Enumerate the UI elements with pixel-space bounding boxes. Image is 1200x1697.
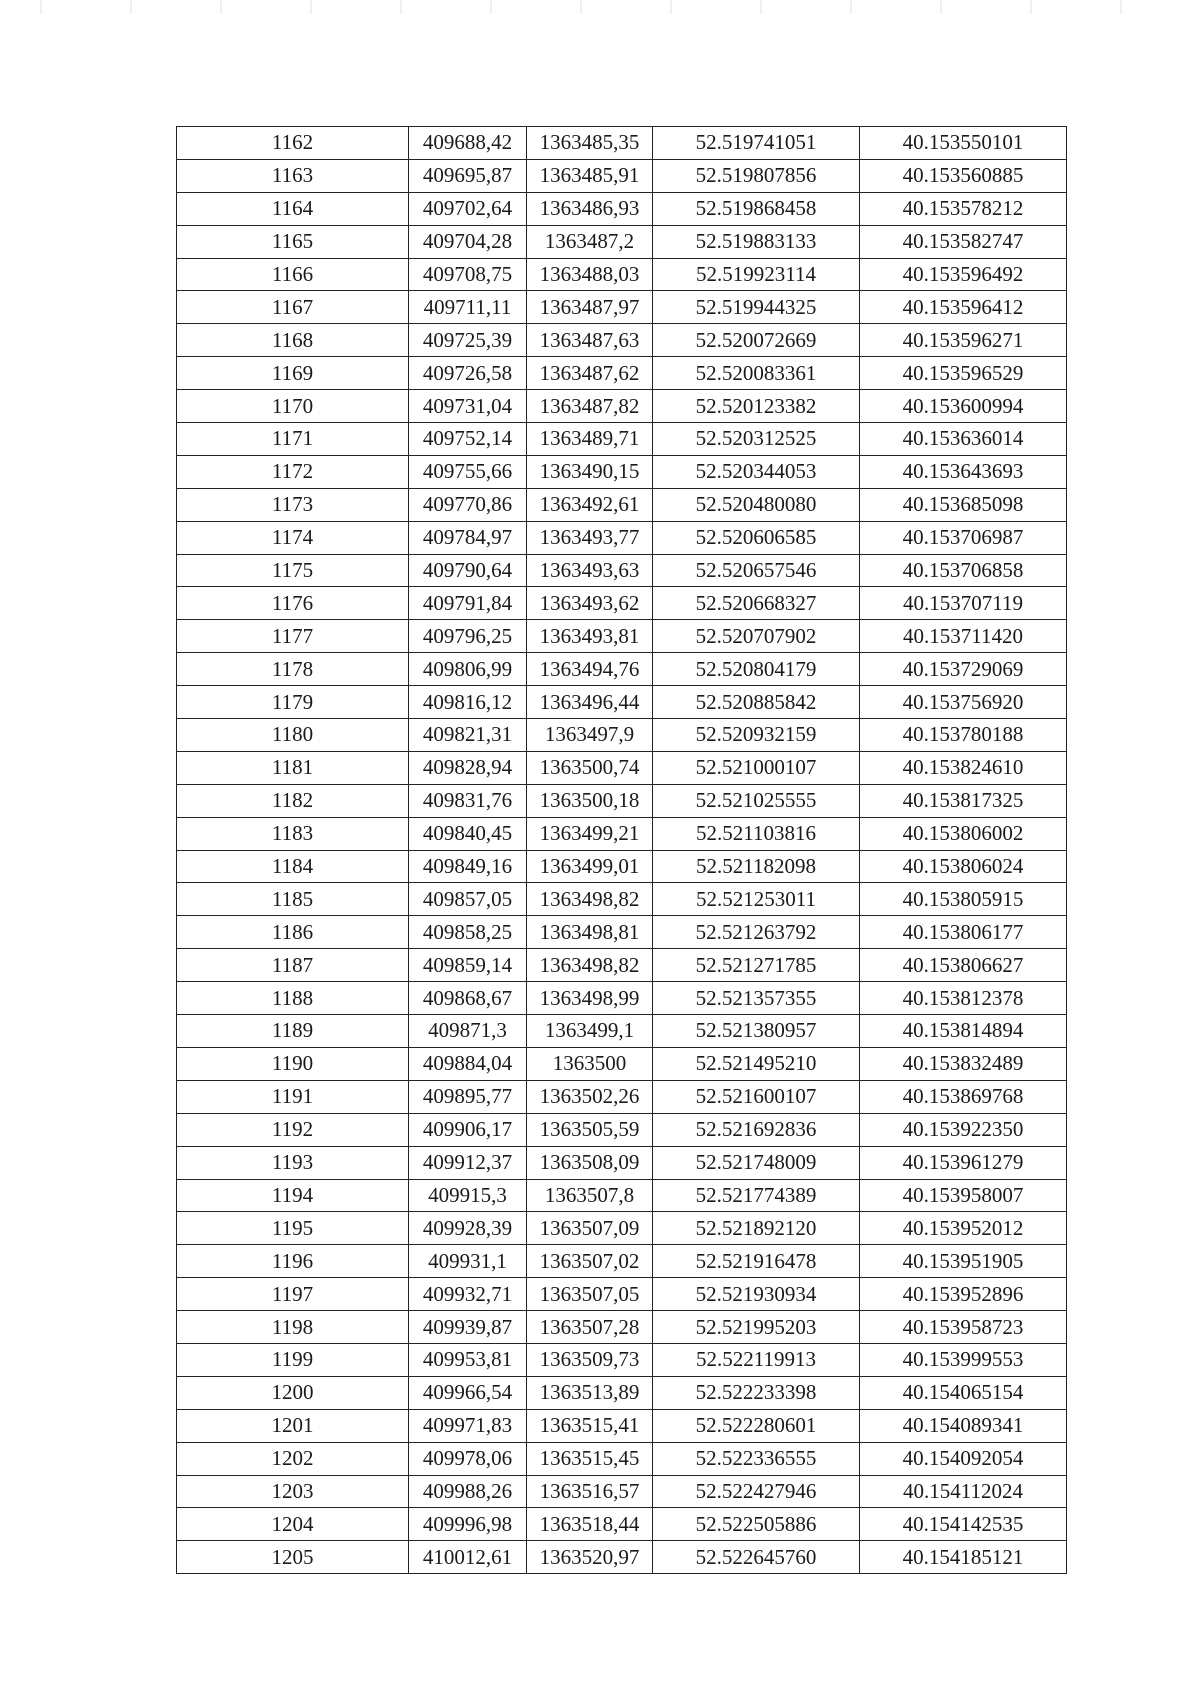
table-row — [177, 1376, 1067, 1409]
point-number-cell: 1167 — [177, 291, 409, 324]
longitude-cell: 40.153958007 — [860, 1179, 1067, 1212]
y-coordinate-cell: 1363493,81 — [527, 620, 653, 653]
latitude-cell: 52.519807856 — [653, 159, 860, 192]
y-coordinate-cell: 1363498,82 — [527, 949, 653, 982]
table-row — [177, 1508, 1067, 1541]
longitude-cell: 40.153707119 — [860, 587, 1067, 620]
latitude-cell: 52.522280601 — [653, 1409, 860, 1442]
x-coordinate-cell: 409932,71 — [409, 1278, 527, 1311]
longitude-cell: 40.153814894 — [860, 1015, 1067, 1048]
point-number-cell: 1191 — [177, 1080, 409, 1113]
longitude-cell: 40.153869768 — [860, 1080, 1067, 1113]
longitude-cell: 40.153596271 — [860, 324, 1067, 357]
y-coordinate-cell: 1363516,57 — [527, 1475, 653, 1508]
x-coordinate-cell: 409906,17 — [409, 1113, 527, 1146]
longitude-cell: 40.153780188 — [860, 719, 1067, 752]
latitude-cell: 52.519741051 — [653, 127, 860, 160]
x-coordinate-cell: 409791,84 — [409, 587, 527, 620]
y-coordinate-cell: 1363485,35 — [527, 127, 653, 160]
y-coordinate-cell: 1363507,02 — [527, 1245, 653, 1278]
x-coordinate-cell: 409884,04 — [409, 1047, 527, 1080]
y-coordinate-cell: 1363500,18 — [527, 784, 653, 817]
longitude-cell: 40.153958723 — [860, 1311, 1067, 1344]
y-coordinate-cell: 1363498,82 — [527, 883, 653, 916]
y-coordinate-cell: 1363500,74 — [527, 751, 653, 784]
longitude-cell: 40.153806177 — [860, 916, 1067, 949]
longitude-cell: 40.154092054 — [860, 1442, 1067, 1475]
x-coordinate-cell: 409726,58 — [409, 357, 527, 390]
x-coordinate-cell: 409708,75 — [409, 258, 527, 291]
table-row — [177, 1278, 1067, 1311]
point-number-cell: 1166 — [177, 258, 409, 291]
x-coordinate-cell: 409971,83 — [409, 1409, 527, 1442]
latitude-cell: 52.521995203 — [653, 1311, 860, 1344]
x-coordinate-cell: 409752,14 — [409, 423, 527, 456]
x-coordinate-cell: 409988,26 — [409, 1475, 527, 1508]
x-coordinate-cell: 409790,64 — [409, 554, 527, 587]
latitude-cell: 52.520668327 — [653, 587, 860, 620]
point-number-cell: 1198 — [177, 1311, 409, 1344]
latitude-cell: 52.521357355 — [653, 982, 860, 1015]
y-coordinate-cell: 1363499,01 — [527, 850, 653, 883]
y-coordinate-cell: 1363487,97 — [527, 291, 653, 324]
latitude-cell: 52.521271785 — [653, 949, 860, 982]
point-number-cell: 1176 — [177, 587, 409, 620]
y-coordinate-cell: 1363487,2 — [527, 225, 653, 258]
longitude-cell: 40.153729069 — [860, 653, 1067, 686]
point-number-cell: 1168 — [177, 324, 409, 357]
latitude-cell: 52.521892120 — [653, 1212, 860, 1245]
y-coordinate-cell: 1363493,77 — [527, 521, 653, 554]
y-coordinate-cell: 1363487,82 — [527, 390, 653, 423]
latitude-cell: 52.522336555 — [653, 1442, 860, 1475]
x-coordinate-cell: 409828,94 — [409, 751, 527, 784]
table-row — [177, 1015, 1067, 1048]
table-row — [177, 916, 1067, 949]
point-number-cell: 1174 — [177, 521, 409, 554]
longitude-cell: 40.153636014 — [860, 423, 1067, 456]
x-coordinate-cell: 409695,87 — [409, 159, 527, 192]
latitude-cell: 52.521263792 — [653, 916, 860, 949]
latitude-cell: 52.522645760 — [653, 1541, 860, 1574]
latitude-cell: 52.521748009 — [653, 1146, 860, 1179]
longitude-cell: 40.153832489 — [860, 1047, 1067, 1080]
table-row — [177, 423, 1067, 456]
y-coordinate-cell: 1363493,62 — [527, 587, 653, 620]
x-coordinate-cell: 409704,28 — [409, 225, 527, 258]
latitude-cell: 52.521600107 — [653, 1080, 860, 1113]
table-row — [177, 1212, 1067, 1245]
latitude-cell: 52.522427946 — [653, 1475, 860, 1508]
longitude-cell: 40.153805915 — [860, 883, 1067, 916]
y-coordinate-cell: 1363487,62 — [527, 357, 653, 390]
x-coordinate-cell: 409978,06 — [409, 1442, 527, 1475]
coordinates-table — [176, 126, 1067, 1574]
longitude-cell: 40.153999553 — [860, 1343, 1067, 1376]
table-row — [177, 1475, 1067, 1508]
longitude-cell: 40.153817325 — [860, 784, 1067, 817]
point-number-cell: 1175 — [177, 554, 409, 587]
table-row — [177, 1080, 1067, 1113]
longitude-cell: 40.153685098 — [860, 488, 1067, 521]
x-coordinate-cell: 409858,25 — [409, 916, 527, 949]
x-coordinate-cell: 409939,87 — [409, 1311, 527, 1344]
x-coordinate-cell: 409796,25 — [409, 620, 527, 653]
table-row — [177, 455, 1067, 488]
longitude-cell: 40.154112024 — [860, 1475, 1067, 1508]
point-number-cell: 1170 — [177, 390, 409, 423]
table-row — [177, 719, 1067, 752]
point-number-cell: 1169 — [177, 357, 409, 390]
x-coordinate-cell: 409966,54 — [409, 1376, 527, 1409]
longitude-cell: 40.153643693 — [860, 455, 1067, 488]
point-number-cell: 1186 — [177, 916, 409, 949]
table-row — [177, 488, 1067, 521]
x-coordinate-cell: 409831,76 — [409, 784, 527, 817]
x-coordinate-cell: 409770,86 — [409, 488, 527, 521]
table-row — [177, 1113, 1067, 1146]
longitude-cell: 40.154142535 — [860, 1508, 1067, 1541]
point-number-cell: 1172 — [177, 455, 409, 488]
table-row — [177, 291, 1067, 324]
point-number-cell: 1205 — [177, 1541, 409, 1574]
longitude-cell: 40.153596529 — [860, 357, 1067, 390]
table-row — [177, 751, 1067, 784]
latitude-cell: 52.520344053 — [653, 455, 860, 488]
y-coordinate-cell: 1363486,93 — [527, 192, 653, 225]
y-coordinate-cell: 1363498,99 — [527, 982, 653, 1015]
latitude-cell: 52.520932159 — [653, 719, 860, 752]
table-row — [177, 949, 1067, 982]
x-coordinate-cell: 409915,3 — [409, 1179, 527, 1212]
table-row — [177, 883, 1067, 916]
point-number-cell: 1194 — [177, 1179, 409, 1212]
table-row — [177, 258, 1067, 291]
point-number-cell: 1193 — [177, 1146, 409, 1179]
x-coordinate-cell: 409912,37 — [409, 1146, 527, 1179]
point-number-cell: 1171 — [177, 423, 409, 456]
y-coordinate-cell: 1363492,61 — [527, 488, 653, 521]
longitude-cell: 40.153922350 — [860, 1113, 1067, 1146]
table-row — [177, 1442, 1067, 1475]
point-number-cell: 1185 — [177, 883, 409, 916]
latitude-cell: 52.519883133 — [653, 225, 860, 258]
point-number-cell: 1177 — [177, 620, 409, 653]
x-coordinate-cell: 409868,67 — [409, 982, 527, 1015]
y-coordinate-cell: 1363494,76 — [527, 653, 653, 686]
x-coordinate-cell: 409702,64 — [409, 192, 527, 225]
latitude-cell: 52.520072669 — [653, 324, 860, 357]
longitude-cell: 40.153582747 — [860, 225, 1067, 258]
y-coordinate-cell: 1363507,09 — [527, 1212, 653, 1245]
table-row — [177, 1311, 1067, 1344]
table-row — [177, 1245, 1067, 1278]
coordinates-table-body — [177, 127, 1067, 1574]
x-coordinate-cell: 409731,04 — [409, 390, 527, 423]
longitude-cell: 40.153596412 — [860, 291, 1067, 324]
y-coordinate-cell: 1363490,15 — [527, 455, 653, 488]
table-row — [177, 127, 1067, 160]
y-coordinate-cell: 1363507,28 — [527, 1311, 653, 1344]
point-number-cell: 1196 — [177, 1245, 409, 1278]
y-coordinate-cell: 1363507,8 — [527, 1179, 653, 1212]
longitude-cell: 40.153952896 — [860, 1278, 1067, 1311]
table-row — [177, 521, 1067, 554]
x-coordinate-cell: 409840,45 — [409, 817, 527, 850]
longitude-cell: 40.154185121 — [860, 1541, 1067, 1574]
x-coordinate-cell: 409821,31 — [409, 719, 527, 752]
point-number-cell: 1173 — [177, 488, 409, 521]
y-coordinate-cell: 1363497,9 — [527, 719, 653, 752]
point-number-cell: 1190 — [177, 1047, 409, 1080]
longitude-cell: 40.153824610 — [860, 751, 1067, 784]
point-number-cell: 1192 — [177, 1113, 409, 1146]
y-coordinate-cell: 1363515,45 — [527, 1442, 653, 1475]
y-coordinate-cell: 1363515,41 — [527, 1409, 653, 1442]
latitude-cell: 52.522233398 — [653, 1376, 860, 1409]
latitude-cell: 52.522505886 — [653, 1508, 860, 1541]
table-row — [177, 587, 1067, 620]
x-coordinate-cell: 409755,66 — [409, 455, 527, 488]
table-row — [177, 1409, 1067, 1442]
table-row — [177, 390, 1067, 423]
latitude-cell: 52.521000107 — [653, 751, 860, 784]
y-coordinate-cell: 1363485,91 — [527, 159, 653, 192]
y-coordinate-cell: 1363498,81 — [527, 916, 653, 949]
table-row — [177, 1179, 1067, 1212]
latitude-cell: 52.520123382 — [653, 390, 860, 423]
latitude-cell: 52.520885842 — [653, 686, 860, 719]
latitude-cell: 52.520312525 — [653, 423, 860, 456]
y-coordinate-cell: 1363513,89 — [527, 1376, 653, 1409]
point-number-cell: 1200 — [177, 1376, 409, 1409]
latitude-cell: 52.521253011 — [653, 883, 860, 916]
longitude-cell: 40.153711420 — [860, 620, 1067, 653]
x-coordinate-cell: 409711,11 — [409, 291, 527, 324]
latitude-cell: 52.521930934 — [653, 1278, 860, 1311]
longitude-cell: 40.153600994 — [860, 390, 1067, 423]
table-row — [177, 357, 1067, 390]
table-row — [177, 1047, 1067, 1080]
table-row — [177, 784, 1067, 817]
point-number-cell: 1203 — [177, 1475, 409, 1508]
latitude-cell: 52.521692836 — [653, 1113, 860, 1146]
x-coordinate-cell: 409996,98 — [409, 1508, 527, 1541]
table-row — [177, 817, 1067, 850]
x-coordinate-cell: 409857,05 — [409, 883, 527, 916]
y-coordinate-cell: 1363499,1 — [527, 1015, 653, 1048]
point-number-cell: 1182 — [177, 784, 409, 817]
point-number-cell: 1199 — [177, 1343, 409, 1376]
y-coordinate-cell: 1363493,63 — [527, 554, 653, 587]
point-number-cell: 1164 — [177, 192, 409, 225]
table-row — [177, 159, 1067, 192]
table-row — [177, 192, 1067, 225]
table-row — [177, 554, 1067, 587]
x-coordinate-cell: 409871,3 — [409, 1015, 527, 1048]
latitude-cell: 52.520480080 — [653, 488, 860, 521]
longitude-cell: 40.153578212 — [860, 192, 1067, 225]
latitude-cell: 52.521025555 — [653, 784, 860, 817]
latitude-cell: 52.519923114 — [653, 258, 860, 291]
point-number-cell: 1183 — [177, 817, 409, 850]
table-row — [177, 850, 1067, 883]
scan-artifact — [0, 0, 1200, 14]
latitude-cell: 52.519944325 — [653, 291, 860, 324]
longitude-cell: 40.153951905 — [860, 1245, 1067, 1278]
point-number-cell: 1197 — [177, 1278, 409, 1311]
y-coordinate-cell: 1363507,05 — [527, 1278, 653, 1311]
y-coordinate-cell: 1363489,71 — [527, 423, 653, 456]
table-row — [177, 620, 1067, 653]
y-coordinate-cell: 1363518,44 — [527, 1508, 653, 1541]
y-coordinate-cell: 1363502,26 — [527, 1080, 653, 1113]
x-coordinate-cell: 409859,14 — [409, 949, 527, 982]
longitude-cell: 40.153596492 — [860, 258, 1067, 291]
x-coordinate-cell: 409953,81 — [409, 1343, 527, 1376]
latitude-cell: 52.520606585 — [653, 521, 860, 554]
point-number-cell: 1201 — [177, 1409, 409, 1442]
point-number-cell: 1204 — [177, 1508, 409, 1541]
longitude-cell: 40.153952012 — [860, 1212, 1067, 1245]
latitude-cell: 52.521380957 — [653, 1015, 860, 1048]
latitude-cell: 52.521495210 — [653, 1047, 860, 1080]
latitude-cell: 52.521182098 — [653, 850, 860, 883]
point-number-cell: 1188 — [177, 982, 409, 1015]
longitude-cell: 40.153706858 — [860, 554, 1067, 587]
table-row — [177, 1343, 1067, 1376]
point-number-cell: 1162 — [177, 127, 409, 160]
table-row — [177, 982, 1067, 1015]
longitude-cell: 40.153756920 — [860, 686, 1067, 719]
x-coordinate-cell: 409806,99 — [409, 653, 527, 686]
latitude-cell: 52.519868458 — [653, 192, 860, 225]
longitude-cell: 40.153806002 — [860, 817, 1067, 850]
longitude-cell: 40.153812378 — [860, 982, 1067, 1015]
point-number-cell: 1180 — [177, 719, 409, 752]
point-number-cell: 1187 — [177, 949, 409, 982]
latitude-cell: 52.520657546 — [653, 554, 860, 587]
y-coordinate-cell: 1363488,03 — [527, 258, 653, 291]
table-row — [177, 225, 1067, 258]
y-coordinate-cell: 1363499,21 — [527, 817, 653, 850]
x-coordinate-cell: 409784,97 — [409, 521, 527, 554]
table-row — [177, 1541, 1067, 1574]
point-number-cell: 1163 — [177, 159, 409, 192]
longitude-cell: 40.154065154 — [860, 1376, 1067, 1409]
table-row — [177, 1146, 1067, 1179]
y-coordinate-cell: 1363509,73 — [527, 1343, 653, 1376]
y-coordinate-cell: 1363520,97 — [527, 1541, 653, 1574]
x-coordinate-cell: 410012,61 — [409, 1541, 527, 1574]
point-number-cell: 1181 — [177, 751, 409, 784]
x-coordinate-cell: 409931,1 — [409, 1245, 527, 1278]
longitude-cell: 40.153806024 — [860, 850, 1067, 883]
x-coordinate-cell: 409895,77 — [409, 1080, 527, 1113]
latitude-cell: 52.520083361 — [653, 357, 860, 390]
latitude-cell: 52.520707902 — [653, 620, 860, 653]
table-row — [177, 324, 1067, 357]
point-number-cell: 1195 — [177, 1212, 409, 1245]
x-coordinate-cell: 409816,12 — [409, 686, 527, 719]
latitude-cell: 52.521103816 — [653, 817, 860, 850]
point-number-cell: 1178 — [177, 653, 409, 686]
longitude-cell: 40.153806627 — [860, 949, 1067, 982]
longitude-cell: 40.153550101 — [860, 127, 1067, 160]
point-number-cell: 1165 — [177, 225, 409, 258]
longitude-cell: 40.153560885 — [860, 159, 1067, 192]
x-coordinate-cell: 409688,42 — [409, 127, 527, 160]
y-coordinate-cell: 1363500 — [527, 1047, 653, 1080]
point-number-cell: 1179 — [177, 686, 409, 719]
latitude-cell: 52.521916478 — [653, 1245, 860, 1278]
point-number-cell: 1202 — [177, 1442, 409, 1475]
longitude-cell: 40.153706987 — [860, 521, 1067, 554]
x-coordinate-cell: 409849,16 — [409, 850, 527, 883]
latitude-cell: 52.520804179 — [653, 653, 860, 686]
point-number-cell: 1184 — [177, 850, 409, 883]
y-coordinate-cell: 1363505,59 — [527, 1113, 653, 1146]
x-coordinate-cell: 409725,39 — [409, 324, 527, 357]
x-coordinate-cell: 409928,39 — [409, 1212, 527, 1245]
table-row — [177, 653, 1067, 686]
y-coordinate-cell: 1363496,44 — [527, 686, 653, 719]
table-row — [177, 686, 1067, 719]
latitude-cell: 52.521774389 — [653, 1179, 860, 1212]
longitude-cell: 40.154089341 — [860, 1409, 1067, 1442]
y-coordinate-cell: 1363508,09 — [527, 1146, 653, 1179]
y-coordinate-cell: 1363487,63 — [527, 324, 653, 357]
longitude-cell: 40.153961279 — [860, 1146, 1067, 1179]
latitude-cell: 52.522119913 — [653, 1343, 860, 1376]
point-number-cell: 1189 — [177, 1015, 409, 1048]
